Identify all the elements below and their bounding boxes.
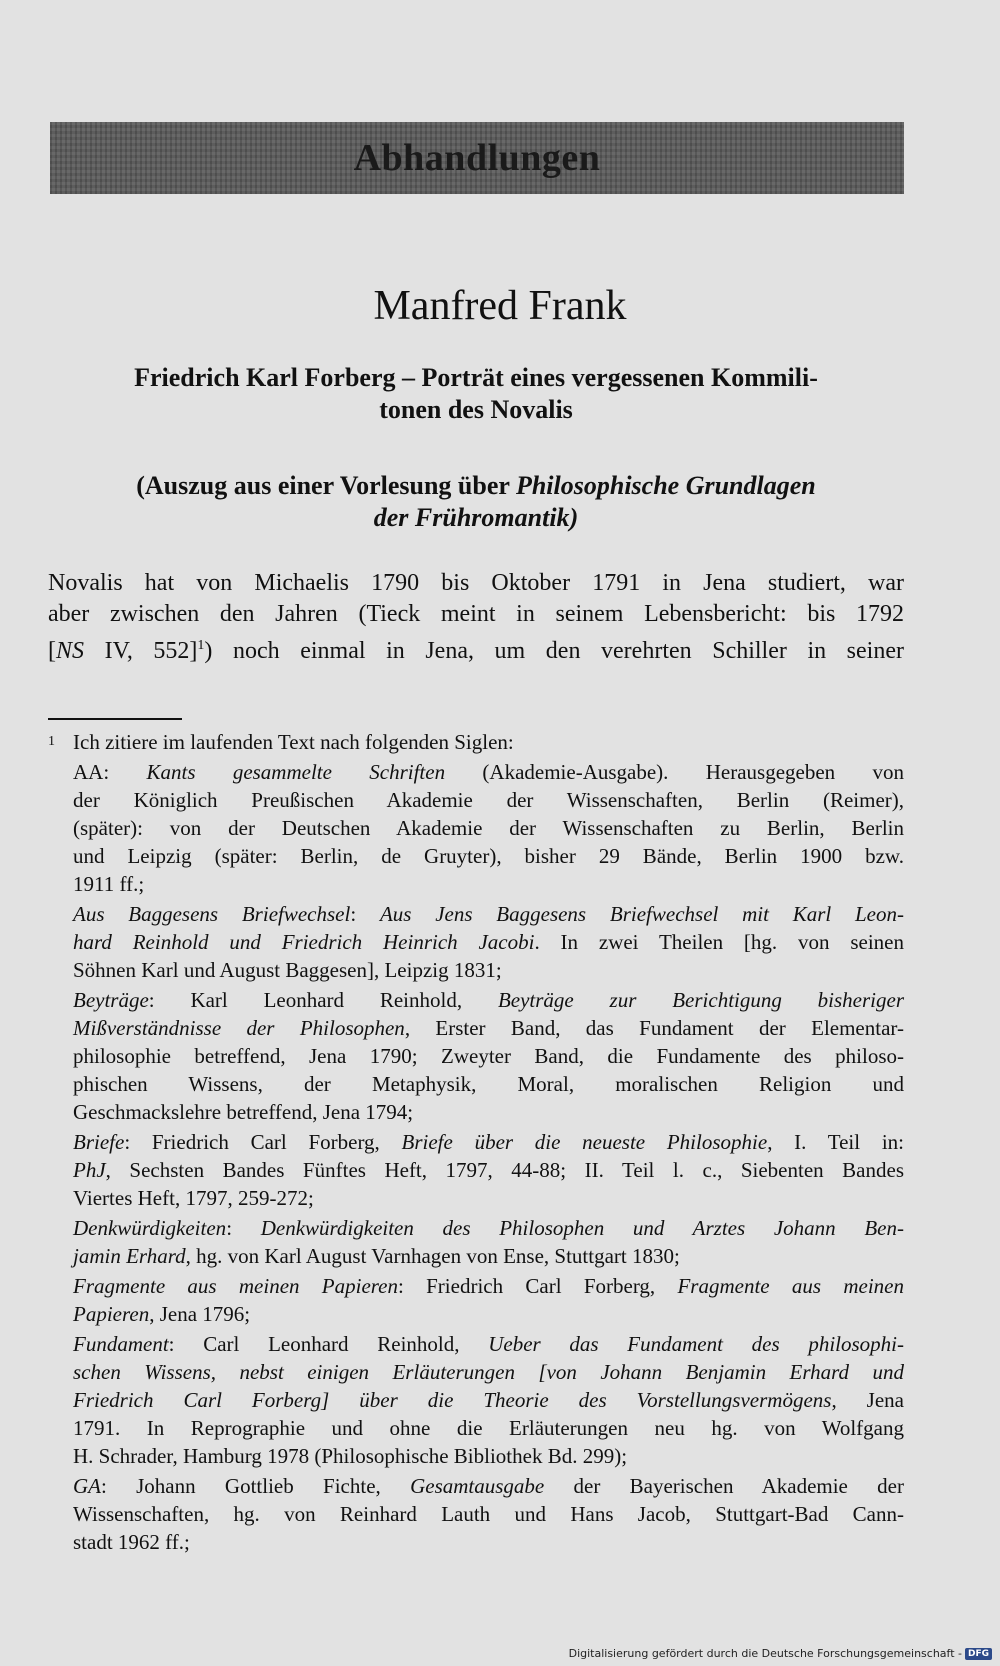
footnote-line bbox=[48, 1300, 904, 1328]
footnote-line bbox=[48, 758, 904, 786]
siglum-aa bbox=[48, 758, 904, 898]
footnote-line bbox=[48, 1156, 904, 1184]
fn-italic: Mißverständnisse der Philosophen bbox=[73, 1016, 405, 1040]
dfg-logo-icon: DFG bbox=[965, 1648, 992, 1660]
fn-italic: Papieren bbox=[73, 1302, 150, 1326]
fn-italic: Denkwürdigkeiten bbox=[73, 1216, 227, 1240]
title-line-1: Friedrich Karl Forberg – Porträt eines vergessenen Kommili- bbox=[134, 363, 818, 392]
fn-italic: Beyträge bbox=[73, 988, 149, 1012]
credit-text: Digitalisierung gefördert durch die Deutsche Forschungsgemeinschaft - bbox=[568, 1647, 962, 1660]
fn-italic: Briefe über die neueste Philosophie bbox=[401, 1130, 768, 1154]
fn-text: , Jena 1796; bbox=[149, 1302, 251, 1326]
footnote-line: Wissenschaften, hg. von Reinhard Lauth und Hans Jacob, Stuttgart-Bad Cann- bbox=[73, 1502, 904, 1526]
fn-italic: Briefe bbox=[73, 1130, 125, 1154]
footnote-line: stadt 1962 ff.; bbox=[73, 1530, 190, 1554]
body-fragment: IV, 552] bbox=[84, 638, 198, 664]
fn-italic: Friedrich Carl Forberg] über die Theorie des Vorstellungsvermögens bbox=[73, 1388, 832, 1412]
fn-text: : Johann Gottlieb Fichte, bbox=[101, 1474, 411, 1498]
fn-italic: hard Reinhold und Friedrich Heinrich Jacobi bbox=[73, 930, 535, 954]
siglum-briefe bbox=[48, 1128, 904, 1212]
footnote-intro bbox=[48, 728, 904, 756]
fn-text: : bbox=[350, 902, 380, 926]
siglum-baggesen bbox=[48, 900, 904, 984]
footnote-mark: 1 bbox=[48, 734, 55, 749]
fn-italic: Beyträge zur Berichtigung bisheriger bbox=[497, 988, 905, 1012]
footnote-line bbox=[48, 1386, 904, 1414]
fn-italic: Fundament bbox=[73, 1332, 169, 1356]
article-title bbox=[48, 362, 904, 426]
footnote-line bbox=[48, 1214, 904, 1242]
article-subtitle bbox=[48, 470, 904, 534]
footnote-divider bbox=[48, 718, 182, 720]
body-fragment-italic: NS bbox=[56, 638, 85, 664]
footnote-line: 1791. In Reprographie und ohne die Erläuterungen neu hg. von Wolfgang bbox=[73, 1416, 904, 1440]
fn-italic: PhJ bbox=[73, 1158, 106, 1182]
body-paragraph bbox=[48, 568, 904, 667]
footnote-line: der Königlich Preußischen Akademie der Wissenschaften, Berlin (Reimer), bbox=[73, 788, 904, 812]
fn-text: AA: bbox=[73, 760, 147, 784]
fn-italic: Denkwürdigkeiten des Philosophen und Arztes Johann Ben- bbox=[260, 1216, 904, 1240]
fn-text: : bbox=[226, 1216, 261, 1240]
subtitle-text: (Auszug aus einer Vorlesung über bbox=[136, 471, 516, 500]
footnote-line bbox=[48, 1014, 904, 1042]
fn-text: , Erster Band, das Fundament der Elementar- bbox=[404, 1016, 904, 1040]
footnote-line: philosophie betreffend, Jena 1790; Zweyter Band, die Fundamente des philoso- bbox=[73, 1044, 904, 1068]
fn-italic: Fragmente aus meinen Papieren bbox=[73, 1274, 399, 1298]
body-line: aber zwischen den Jahren (Tieck meint in seinem Lebensbericht: bis 1792 bbox=[48, 601, 904, 627]
footnote-line: und Leipzig (später: Berlin, de Gruyter), bisher 29 Bände, Berlin 1900 bzw. bbox=[73, 844, 904, 868]
fn-text: , I. Teil in: bbox=[767, 1130, 904, 1154]
fn-italic: Gesamtausgabe bbox=[410, 1474, 545, 1498]
siglum-ga bbox=[48, 1472, 904, 1556]
fn-italic: Ueber das Fundament des philosophi- bbox=[488, 1332, 905, 1356]
fn-italic: GA bbox=[73, 1474, 101, 1498]
footnote-line bbox=[48, 1472, 904, 1500]
fn-italic: Fragmente aus meinen bbox=[677, 1274, 905, 1298]
footnote-line bbox=[48, 1330, 904, 1358]
subtitle-line-1 bbox=[48, 470, 904, 502]
fn-text: , hg. von Karl August Varnhagen von Ense, Stuttgart 1830; bbox=[185, 1244, 680, 1268]
footnote-ref: 1 bbox=[197, 638, 205, 653]
siglum-fundament bbox=[48, 1330, 904, 1470]
fn-text: : Friedrich Carl Forberg, bbox=[124, 1130, 402, 1154]
fn-italic: Aus Baggesens Briefwechsel bbox=[73, 902, 351, 926]
fn-text: . In zwei Theilen [hg. von seinen bbox=[534, 930, 904, 954]
footnote-line bbox=[48, 986, 904, 1014]
fn-text: : Karl Leonhard Reinhold, bbox=[148, 988, 498, 1012]
section-banner bbox=[50, 122, 904, 194]
siglum-denkwuerdigkeiten bbox=[48, 1214, 904, 1270]
siglum-fragmente bbox=[48, 1272, 904, 1328]
footnote bbox=[48, 728, 904, 1558]
body-fragment: [ bbox=[48, 638, 56, 664]
footnote-line: Geschmackslehre betreffend, Jena 1794; bbox=[73, 1100, 414, 1124]
footnote-line bbox=[48, 900, 904, 928]
fn-text: , Sechsten Bandes Fünftes Heft, 1797, 44-88; II. Teil l. c., Siebenten Bandes bbox=[105, 1158, 904, 1182]
subtitle-text: ) bbox=[569, 503, 579, 532]
fn-italic: Aus Jens Baggesens Briefwechsel mit Karl Leon- bbox=[379, 902, 904, 926]
fn-text: : Friedrich Carl Forberg, bbox=[398, 1274, 678, 1298]
body-line bbox=[48, 630, 904, 667]
footnote-line: phischen Wissens, der Metaphysik, Moral, moralischen Religion und bbox=[73, 1072, 904, 1096]
section-title: Abhandlungen bbox=[353, 137, 601, 179]
subtitle-italic: Philosophische Grundlagen bbox=[515, 471, 816, 500]
footnote-line bbox=[48, 1128, 904, 1156]
subtitle-italic: der Frühromantik bbox=[373, 503, 570, 532]
subtitle-line-2 bbox=[48, 502, 904, 534]
fn-italic: jamin Erhard bbox=[73, 1244, 186, 1268]
title-line-2: tonen des Novalis bbox=[379, 395, 573, 424]
footnote-line: Viertes Heft, 1797, 259-272; bbox=[73, 1186, 314, 1210]
fn-italic: Kants gesammelte Schriften bbox=[146, 760, 446, 784]
footnote-line: H. Schrader, Hamburg 1978 (Philosophische Bibliothek Bd. 299); bbox=[73, 1444, 628, 1468]
fn-text: (Akademie-Ausgabe). Herausgegeben von bbox=[445, 760, 904, 784]
footnote-line: Ich zitiere im laufenden Text nach folgenden Siglen: bbox=[73, 730, 514, 754]
footnote-line: (später): von der Deutschen Akademie der Wissenschaften zu Berlin, Berlin bbox=[73, 816, 904, 840]
body-fragment: ) noch einmal in Jena, um den verehrten Schiller in seiner bbox=[204, 638, 904, 664]
fn-text: : Carl Leonhard Reinhold, bbox=[168, 1332, 489, 1356]
footnote-line bbox=[48, 928, 904, 956]
footnote-line bbox=[48, 1272, 904, 1300]
fn-text: , Jena bbox=[831, 1388, 904, 1412]
footnote-line bbox=[48, 1358, 904, 1386]
body-line: Novalis hat von Michaelis 1790 bis Oktober 1791 in Jena studiert, war bbox=[48, 570, 904, 596]
footnote-line bbox=[48, 1242, 904, 1270]
digitization-credit bbox=[569, 1647, 992, 1660]
fn-text: der Bayerischen Akademie der bbox=[544, 1474, 904, 1498]
author-name: Manfred Frank bbox=[373, 283, 627, 329]
siglum-beytraege bbox=[48, 986, 904, 1126]
fn-italic: schen Wissens, nebst einigen Erläuterungen [von Johann Benjamin Erhard und bbox=[73, 1360, 904, 1384]
footnote-line: Söhnen Karl und August Baggesen], Leipzig 1831; bbox=[73, 958, 502, 982]
footnote-line: 1911 ff.; bbox=[73, 872, 145, 896]
